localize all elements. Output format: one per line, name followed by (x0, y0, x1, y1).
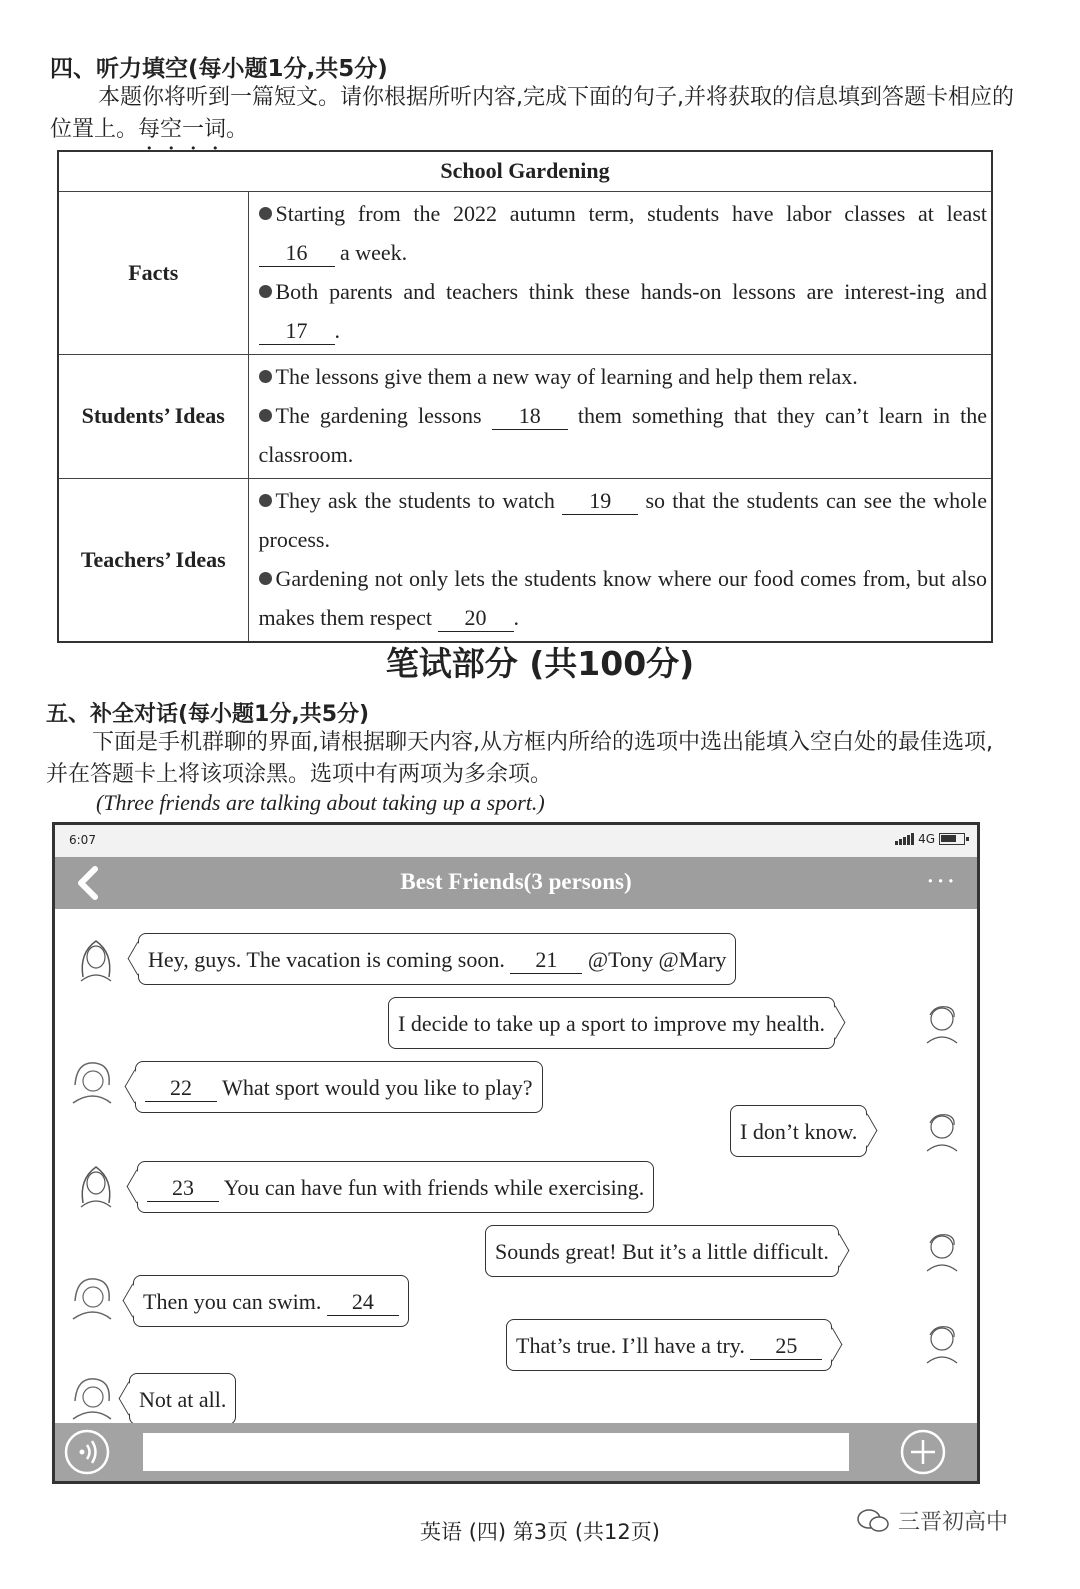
teachers-ideas-label: Teachers’ Ideas (58, 478, 248, 642)
signal-icon (895, 833, 914, 845)
blank-19: 19 (562, 488, 638, 515)
students-ideas-content: The lessons give them a new way of learning and help them relax. The gardening lessons 18 them something that they can’t learn in the classroom. (248, 354, 992, 478)
section5-instruction: 下面是手机群聊的界面,请根据聊天内容,从方框内所给的选项中选出能填入空白处的最佳选项,并在答题卡上将该项涂黑。选项中有两项为多余项。 (46, 730, 993, 787)
network-type: 4G (918, 832, 935, 846)
blank-21: 21 (510, 947, 582, 974)
chat-message-2: I decide to take up a sport to improve my health. (388, 997, 835, 1049)
bullet-icon (259, 572, 272, 585)
bullet-icon (259, 207, 272, 220)
voice-icon[interactable] (63, 1428, 111, 1476)
more-options-icon[interactable]: ··· (926, 867, 957, 897)
chat-message-9: Not at all. (129, 1373, 236, 1425)
school-gardening-table (57, 150, 993, 643)
chat-message-8: That’s true. I’ll have a try. 25 (506, 1319, 832, 1371)
signal-battery (895, 832, 965, 846)
wechat-icon (856, 1508, 890, 1534)
chat-message-5: 23 You can have fun with friends while exercising. (137, 1161, 654, 1213)
facts-label: Facts (58, 191, 248, 354)
section4-title: 四、听力填空(每小题1分,共5分) (50, 56, 388, 82)
plus-icon[interactable] (899, 1428, 947, 1476)
scene-description: (Three friends are talking about taking up a sport.) (96, 790, 545, 815)
phone-chat-screen (52, 822, 980, 1484)
girl-avatar-icon (71, 933, 121, 983)
blank-22: 22 (145, 1075, 217, 1102)
teachers-ideas-content: They ask the students to watch 19 so that the students can see the whole process. Gardening not only lets the students know where our food comes from, but also makes them respect 20 . (248, 478, 992, 642)
section4-instruction: 本题你将听到一篇短文。请你根据所听内容,完成下面的句子,并将获取的信息填到答题卡相应的位置上。每空一词。 (50, 85, 1014, 142)
facts-content: Starting from the 2022 autumn term, students have labor classes at least 16 a week. Both parents and teachers think these hands-on lessons are interest-ing and 17 . (248, 191, 992, 354)
status-bar (55, 825, 977, 857)
written-part-title: 笔试部分 (共100分) (385, 644, 695, 683)
chat-title: Best Friends(3 persons) (400, 869, 632, 894)
bullet-icon (259, 409, 272, 422)
chat-header (55, 857, 977, 909)
bullet-icon (259, 370, 272, 383)
watermark: 三晋初高中 (856, 1505, 1008, 1536)
girl-avatar-2-icon (67, 1055, 117, 1105)
blank-18: 18 (492, 403, 568, 430)
chat-message-4: I don’t know. (730, 1105, 867, 1157)
chat-message-1: Hey, guys. The vacation is coming soon. 21 @Tony @Mary (138, 933, 736, 985)
chat-message-7: Then you can swim. 24 (133, 1275, 409, 1327)
blank-20: 20 (438, 605, 514, 632)
blank-24: 24 (327, 1289, 399, 1316)
chat-message-6: Sounds great! But it’s a little difficult. (485, 1225, 839, 1277)
girl-avatar-2-icon (67, 1271, 117, 1321)
girl-avatar-2-icon (67, 1371, 117, 1421)
students-ideas-label: Students’ Ideas (58, 354, 248, 478)
blank-25: 25 (750, 1333, 822, 1360)
message-input[interactable] (143, 1433, 849, 1471)
emphasis-one-word: 每空一词 (138, 117, 227, 142)
table-title: School Gardening (58, 151, 992, 191)
bullet-icon (259, 285, 272, 298)
blank-17: 17 (259, 318, 335, 345)
chat-input-bar (55, 1423, 977, 1481)
blank-23: 23 (147, 1175, 219, 1202)
boy-avatar-icon (917, 1105, 967, 1155)
boy-avatar-icon (917, 1225, 967, 1275)
status-time: 6:07 (69, 833, 96, 847)
blank-16: 16 (259, 240, 335, 267)
bullet-icon (259, 494, 272, 507)
boy-avatar-icon (917, 1317, 967, 1367)
section5-title: 五、补全对话(每小题1分,共5分) (46, 702, 370, 727)
chat-message-3: 22 What sport would you like to play? (135, 1061, 543, 1113)
battery-icon (939, 833, 965, 845)
boy-avatar-icon (917, 997, 967, 1047)
girl-avatar-icon (71, 1159, 121, 1209)
page-footer: 英语 (四) 第3页 (共12页) (420, 1520, 660, 1544)
